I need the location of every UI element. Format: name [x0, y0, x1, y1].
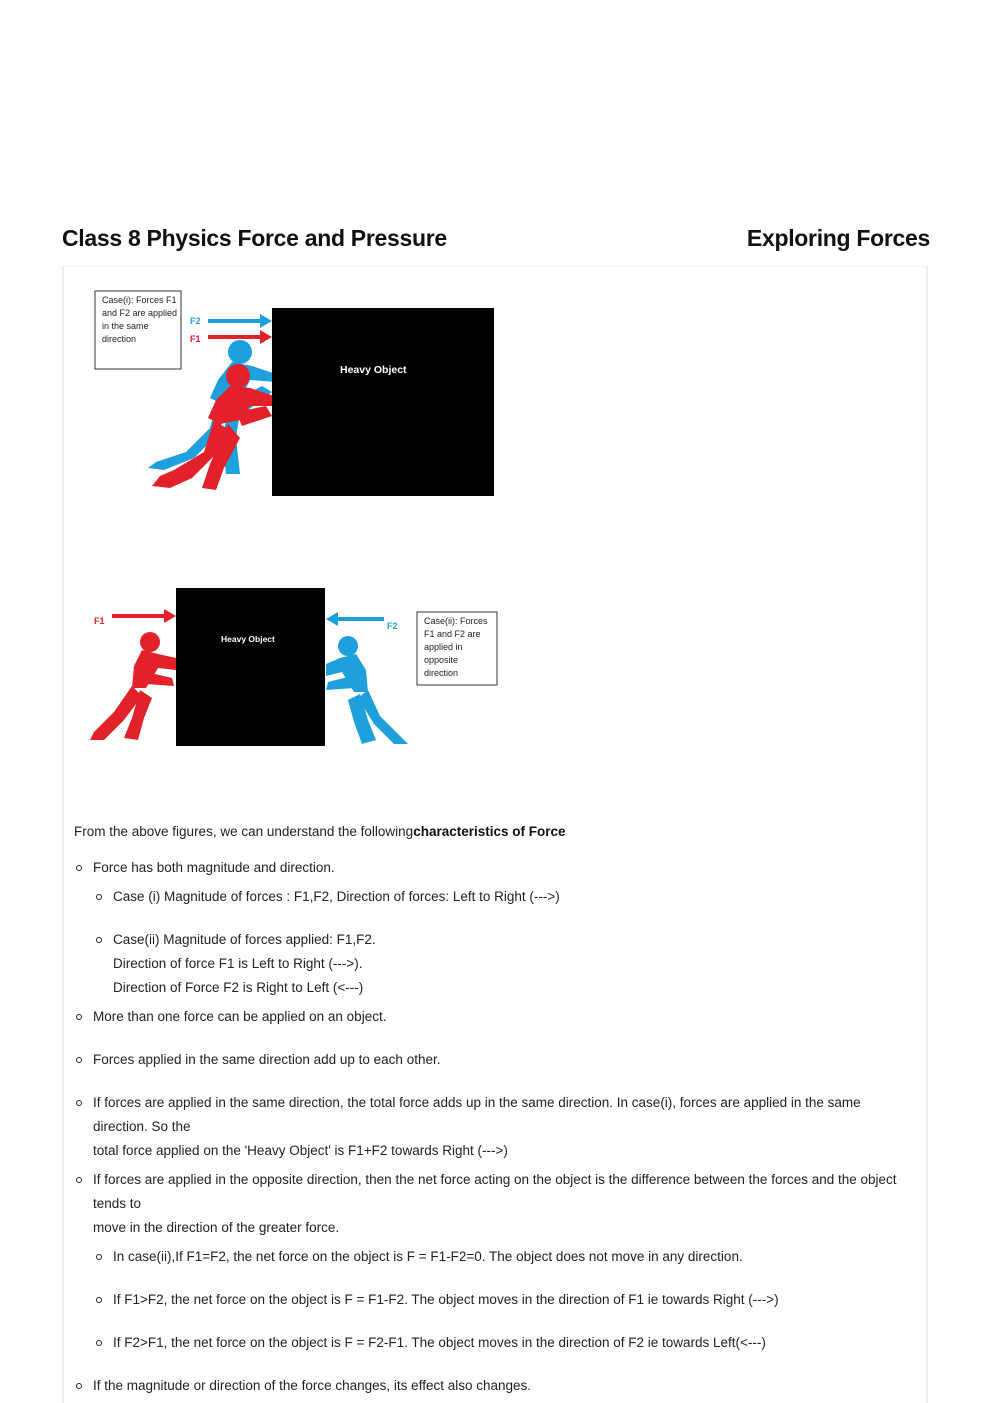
- case-i-caption-line: in the same: [102, 321, 149, 331]
- heavy-object-label: Heavy Object: [221, 634, 275, 644]
- characteristics-list: [74, 856, 909, 1398]
- red-person-figure: [90, 632, 176, 740]
- f2-arrow: [208, 314, 272, 328]
- list-item: Case (i) Magnitude of forces : F1,F2, Direction of forces: Left to Right (--->): [94, 885, 909, 909]
- case-ii-caption-line: F1 and F2 are: [424, 629, 481, 639]
- f1-label: F1: [190, 334, 201, 344]
- figure-same-direction: [90, 288, 500, 500]
- page-header-left: Class 8 Physics Force and Pressure: [62, 225, 447, 251]
- intro-text: From the above figures, we can understand the following: [74, 824, 414, 839]
- figure-opposite-direction: [84, 584, 504, 749]
- case-i-caption-line: and F2 are applied: [102, 308, 178, 318]
- list-item: Forces applied in the same direction add up to each other.: [74, 1048, 909, 1072]
- f2-arrow: [326, 612, 384, 626]
- list-item: If forces are applied in the same direction, the total force adds up in the same direction. In case(i), forces are applied in the same direction. So the total force applied on the 'Heavy Object' is F1+F2 towards Right (--->): [74, 1091, 909, 1163]
- f2-label: F2: [190, 316, 201, 326]
- list-item: More than one force can be applied on an object.: [74, 1005, 909, 1029]
- heavy-object-label: Heavy Object: [340, 364, 407, 376]
- list-item: In case(ii),If F1=F2, the net force on the object is F = F1-F2=0. The object does not move in any direction.: [94, 1245, 909, 1269]
- list-item: Case(ii) Magnitude of forces applied: F1,F2. Direction of force F1 is Left to Right (--->). Direction of Force F2 is Right to Left (<---): [94, 928, 909, 1000]
- heavy-object-box: [176, 588, 325, 746]
- f1-label: F1: [94, 616, 105, 626]
- red-person-figure: [152, 364, 274, 490]
- intro-bold: characteristics of Force: [413, 824, 566, 839]
- case-ii-caption-line: direction: [424, 668, 459, 678]
- case-i-caption-line: direction: [102, 334, 137, 344]
- f2-label: F2: [387, 621, 398, 631]
- list-item: If F2>F1, the net force on the object is F = F2-F1. The object moves in the direction of F2 ie towards Left(<---): [94, 1331, 909, 1355]
- list-item: If F1>F2, the net force on the object is F = F1-F2. The object moves in the direction of F1 ie towards Right (--->): [94, 1288, 909, 1312]
- intro-paragraph: [74, 824, 566, 839]
- case-i-caption-line: Case(i): Forces F1: [102, 295, 177, 305]
- f1-arrow: [112, 609, 176, 623]
- case-ii-caption-line: Case(ii): Forces: [424, 616, 488, 626]
- case-ii-caption-line: opposite: [424, 655, 459, 665]
- heavy-object-box: [272, 308, 494, 496]
- blue-person-figure: [326, 636, 408, 744]
- page-header-right: Exploring Forces: [746, 225, 930, 251]
- list-item: Force has both magnitude and direction.: [74, 856, 909, 880]
- list-item: If forces are applied in the opposite direction, then the net force acting on the object is the difference between the forces and the object tends to move in the direction of the greater force.: [74, 1168, 909, 1240]
- list-item: If the magnitude or direction of the force changes, its effect also changes.: [74, 1374, 909, 1398]
- case-ii-caption-line: applied in: [424, 642, 463, 652]
